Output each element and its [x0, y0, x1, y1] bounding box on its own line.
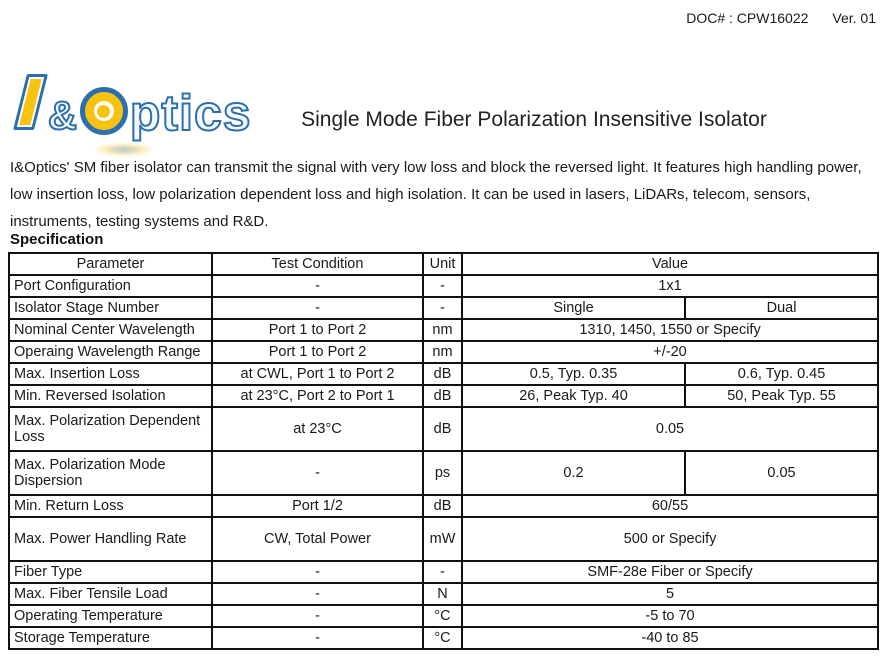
cell-test-condition: Port 1 to Port 2: [212, 319, 423, 341]
cell-unit: dB: [423, 363, 462, 385]
cell-value: SMF-28e Fiber or Specify: [462, 561, 878, 583]
cell-value: 5: [462, 583, 878, 605]
logo-lens-icon: [80, 87, 128, 135]
cell-value: Single: [462, 297, 685, 319]
cell-test-condition: CW, Total Power: [212, 517, 423, 561]
logo-lens-inner-ring: [94, 101, 114, 121]
logo-i-bar-icon: [13, 74, 48, 130]
cell-parameter: Min. Reversed Isolation: [9, 385, 212, 407]
table-row: [9, 561, 878, 583]
cell-value: 0.05: [462, 407, 878, 451]
cell-test-condition: Port 1 to Port 2: [212, 341, 423, 363]
logo-lens-center-dot: [97, 105, 110, 118]
table-row: [9, 627, 878, 649]
cell-value: -40 to 85: [462, 627, 878, 649]
cell-parameter: Fiber Type: [9, 561, 212, 583]
table-body: [9, 275, 878, 649]
doc-number: DOC# : CPW16022: [686, 10, 809, 26]
cell-test-condition: -: [212, 583, 423, 605]
cell-parameter: Min. Return Loss: [9, 495, 212, 517]
cell-unit: dB: [423, 495, 462, 517]
cell-parameter: Storage Temperature: [9, 627, 212, 649]
product-description: I&Optics' SM fiber isolator can transmit the signal with very low loss and block the reversed light. It features high handling power, low insertion loss, low polarization dependent loss and high isolation. It can be used in lasers, LiDARs, telecom, sensors, instruments, testing systems and R&D.: [10, 159, 862, 230]
cell-parameter: Max. Polarization Mode Dispersion: [9, 451, 212, 495]
cell-value: 60/55: [462, 495, 878, 517]
logo-ampersand: &: [48, 94, 77, 138]
cell-value: 0.2: [462, 451, 685, 495]
table-row: [9, 341, 878, 363]
table-header-row: [9, 253, 878, 275]
cell-unit: dB: [423, 385, 462, 407]
cell-value: 50, Peak Typ. 55: [685, 385, 878, 407]
logo-text: ptics: [129, 85, 252, 141]
cell-test-condition: -: [212, 561, 423, 583]
specification-table: [8, 252, 879, 650]
table-row: [9, 407, 878, 451]
cell-value: 500 or Specify: [462, 517, 878, 561]
cell-unit: nm: [423, 319, 462, 341]
doc-reference: [686, 10, 876, 26]
cell-value: 0.6, Typ. 0.45: [685, 363, 878, 385]
table-row: [9, 451, 878, 495]
table-row: [9, 517, 878, 561]
cell-unit: °C: [423, 605, 462, 627]
cell-test-condition: at 23°C, Port 2 to Port 1: [212, 385, 423, 407]
cell-parameter: Max. Polarization Dependent Loss: [9, 407, 212, 451]
col-header-test-condition: Test Condition: [212, 253, 423, 275]
page-title: Single Mode Fiber Polarization Insensitive Isolator: [301, 108, 767, 131]
table-row: [9, 275, 878, 297]
cell-test-condition: at 23°C: [212, 407, 423, 451]
cell-unit: °C: [423, 627, 462, 649]
cell-unit: -: [423, 297, 462, 319]
cell-value: -5 to 70: [462, 605, 878, 627]
cell-unit: N: [423, 583, 462, 605]
table-row: [9, 385, 878, 407]
col-header-value: Value: [462, 253, 878, 275]
cell-test-condition: at CWL, Port 1 to Port 2: [212, 363, 423, 385]
cell-test-condition: Port 1/2: [212, 495, 423, 517]
section-title: Specification: [10, 231, 104, 248]
cell-value: 26, Peak Typ. 40: [462, 385, 685, 407]
cell-test-condition: -: [212, 297, 423, 319]
cell-value: 0.5, Typ. 0.35: [462, 363, 685, 385]
cell-parameter: Max. Power Handling Rate: [9, 517, 212, 561]
cell-parameter: Isolator Stage Number: [9, 297, 212, 319]
cell-parameter: Operaing Wavelength Range: [9, 341, 212, 363]
cell-value: Dual: [685, 297, 878, 319]
cell-unit: nm: [423, 341, 462, 363]
doc-version: Ver. 01: [832, 10, 876, 26]
cell-parameter: Max. Fiber Tensile Load: [9, 583, 212, 605]
table-row: [9, 605, 878, 627]
cell-unit: dB: [423, 407, 462, 451]
col-header-parameter: Parameter: [9, 253, 212, 275]
cell-value: 1x1: [462, 275, 878, 297]
cell-unit: mW: [423, 517, 462, 561]
cell-unit: -: [423, 275, 462, 297]
cell-value: 0.05: [685, 451, 878, 495]
cell-unit: -: [423, 561, 462, 583]
cell-test-condition: -: [212, 451, 423, 495]
cell-parameter: Port Configuration: [9, 275, 212, 297]
cell-test-condition: -: [212, 605, 423, 627]
cell-test-condition: -: [212, 275, 423, 297]
cell-parameter: Nominal Center Wavelength: [9, 319, 212, 341]
cell-test-condition: -: [212, 627, 423, 649]
cell-value: +/-20: [462, 341, 878, 363]
table-row: [9, 297, 878, 319]
cell-parameter: Max. Insertion Loss: [9, 363, 212, 385]
table-row: [9, 495, 878, 517]
cell-value: 1310, 1450, 1550 or Specify: [462, 319, 878, 341]
cell-parameter: Operating Temperature: [9, 605, 212, 627]
col-header-unit: Unit: [423, 253, 462, 275]
table-row: [9, 363, 878, 385]
table-row: [9, 319, 878, 341]
cell-unit: ps: [423, 451, 462, 495]
table-row: [9, 583, 878, 605]
